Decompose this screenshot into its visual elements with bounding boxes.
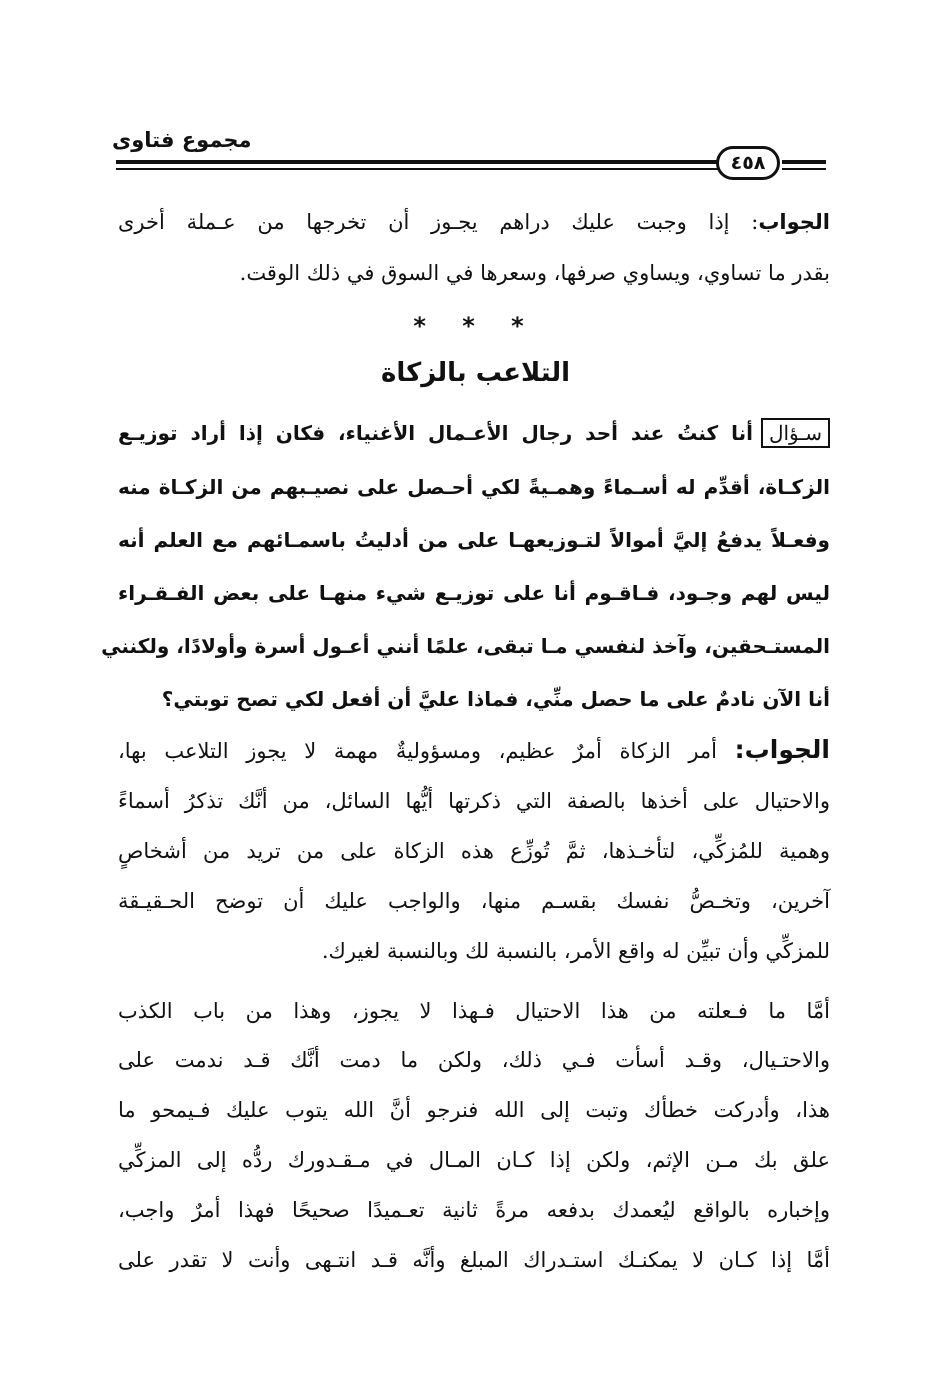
answer-line-3: وهمية للمُزكِّي، لتأخـذها، ثمَّ تُوزِّع هذه الزكاة على من تريد من أشخاصٍ [118, 839, 830, 863]
question-line-3: وفعـلاً يدفعُ إليَّ أموالاً لتـوزيعهـا على من أدليتُ باسمـائهم مع العلم أنه [118, 528, 830, 552]
section-title: التلاعب بالزكاة [380, 358, 571, 388]
answer-line-5: للمزكِّي وأن تبيِّن له واقع الأمر، بالنسبة لك وبالنسبة لغيرك. [321, 939, 830, 963]
section-separator: * * * [413, 312, 538, 340]
para3-line-3: هذا، وأدركت خطأك وتبت إلى الله فنرجو أنَّ الله يتوب عليك فـيمحو ما [118, 1098, 830, 1122]
header-rule-right-thin [782, 168, 826, 170]
para1-text-1: : إذا وجبت عليك دراهم يجـوز أن تخرجها من عـملة أخرى [118, 210, 759, 234]
header-rule-right-thick [782, 160, 826, 164]
para3-line-6: أمَّا إذا كـان لا يمكنـك استـدراك المبلغ وأنَّه قـد انتـهى وأنت لا تقدر على [118, 1248, 830, 1272]
answer-lead: الجواب: [734, 735, 830, 764]
question-line-2: الزكـاة، أقدِّم له أسـماءً وهمـيةً لكي أحـصل على نصيـبهم من الزكـاة منه [118, 475, 830, 499]
para1-line-2: بقدر ما تساوي، ويساوي صرفها، وسعرها في السوق في ذلك الوقت. [239, 261, 830, 285]
answer-line-1 [118, 735, 830, 766]
header-rule-thick [116, 160, 718, 164]
para3-line-1: أمَّا ما فـعلته من هذا الاحتيال فـهذا لا يجوز، وهذا من باب الكذب [118, 999, 830, 1023]
running-title: مجموع فتاوى [112, 128, 252, 152]
answer-line-4: آخرين، وتخـصُّ نفسك بقسـم منها، والواجب عليك أن توضح الحـقيـقة [118, 889, 830, 913]
question-line-4: ليس لهم وجـود، فـاقـوم أنا على توزيـع شيء منهـا على بعض الفـقـراء [118, 581, 830, 605]
answer-text-1: أمر الزكاة أمرٌ عظيم، ومسؤوليةٌ مهمة لا يجوز التلاعب بها، [118, 739, 735, 763]
para3-line-4: علق بك مـن الإثم، ولكن إذا كـان المـال في مـقـدورك ردُّه إلى المزكِّي [118, 1148, 830, 1172]
question-text-1: أنا كنتُ عند أحد رجال الأعـمال الأغنياء، فكان إذا أراد توزيـع [118, 421, 753, 445]
para3-line-2: والاحتـيال، وقـد أسأت فـي ذلك، ولكن ما دمت أنَّك قـد ندمت على [118, 1048, 830, 1072]
page-number-badge: ٤٥٨ [716, 146, 780, 180]
header-rule-thin [116, 168, 718, 170]
para1-line-1 [118, 207, 830, 237]
answer-line-2: والاحتيال على أخذها بالصفة التي ذكرتها أيُّها السائل، من أنَّك تذكرُ أسماءً [118, 789, 830, 813]
para1-lead: الجواب [758, 210, 830, 234]
question-line-6: أنا الآن نادمٌ على ما حصل منِّي، فماذا عليَّ أن أفعل لكي تصح توبتي؟ [161, 687, 830, 711]
question-line-1 [118, 418, 830, 448]
question-line-5: المستـحقين، وآخذ لنفسي مـا تبقى، علمًا أنني أعـول أسرة وأولادًا، ولكنني [101, 634, 830, 658]
para3-line-5: وإخباره بالواقع ليُعمدك بدفعه مرةً ثانية تعـميدًا صحيحًا فهذا أمرٌ واجب، [118, 1198, 830, 1222]
question-label-box: سـؤال [761, 418, 830, 448]
